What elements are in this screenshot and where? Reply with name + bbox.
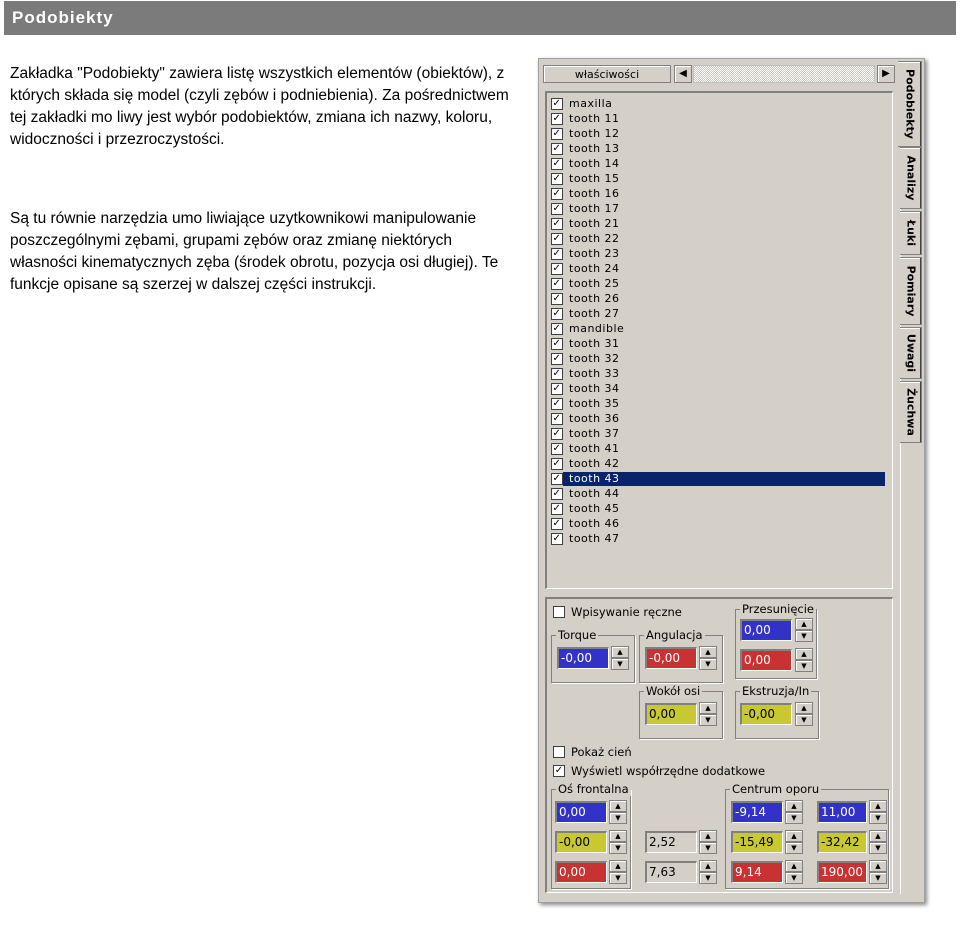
list-item[interactable] [551, 412, 891, 426]
item-checkbox[interactable]: ✓ [552, 143, 562, 154]
item-label: tooth 21 [569, 217, 620, 230]
spin-up-icon[interactable]: ▲ [795, 648, 813, 660]
item-label: tooth 25 [569, 277, 620, 290]
list-item[interactable] [551, 352, 891, 366]
spin-up-icon[interactable]: ▲ [699, 830, 717, 842]
horizontal-scrollbar[interactable] [693, 65, 875, 83]
subobjects-panel [538, 58, 925, 903]
frontal-spin-1[interactable] [609, 800, 627, 824]
list-item[interactable] [551, 382, 891, 396]
item-checkbox[interactable]: ✓ [552, 278, 562, 289]
spin-up-icon[interactable]: ▲ [611, 646, 629, 658]
spin-down-icon[interactable]: ▼ [785, 872, 803, 884]
item-checkbox[interactable]: ✓ [552, 383, 562, 394]
tab-label: Uwagi [904, 333, 917, 373]
center-field-1b[interactable]: 11,00 [817, 801, 867, 823]
item-checkbox[interactable]: ✓ [552, 338, 562, 349]
list-item[interactable] [551, 157, 891, 171]
properties-dropdown[interactable]: właściwości [543, 65, 671, 83]
around-axis-group-title: Wokół osi [646, 684, 701, 698]
tab-label: Podobiekty [903, 69, 916, 139]
list-item[interactable] [551, 232, 891, 246]
list-item[interactable] [551, 397, 891, 411]
list-item[interactable] [551, 217, 891, 231]
center-field-2a[interactable]: -15,49 [731, 831, 783, 853]
show-extra-coords-label: Wyświetl współrzędne dodatkowe [571, 764, 766, 778]
center-spin-2a[interactable] [785, 830, 803, 854]
item-checkbox[interactable]: ✓ [552, 203, 562, 214]
angulation-field[interactable]: -0,00 [645, 647, 697, 669]
frontal-field-2[interactable]: -0,00 [555, 831, 607, 853]
list-item[interactable] [551, 262, 891, 276]
item-checkbox[interactable]: ✓ [552, 413, 562, 424]
list-item[interactable] [551, 442, 891, 456]
item-label: tooth 44 [569, 487, 620, 500]
item-checkbox[interactable]: ✓ [552, 113, 562, 124]
spin-down-icon[interactable]: ▼ [699, 658, 717, 670]
center-spin-1a[interactable] [785, 800, 803, 824]
item-checkbox[interactable]: ✓ [552, 158, 562, 169]
item-checkbox[interactable]: ✓ [552, 503, 562, 514]
spin-down-icon[interactable]: ▼ [795, 660, 813, 672]
item-checkbox[interactable]: ✓ [552, 488, 562, 499]
spin-down-icon[interactable]: ▼ [795, 630, 813, 642]
item-checkbox[interactable]: ✓ [552, 428, 562, 439]
item-label: tooth 11 [569, 112, 620, 125]
scroll-left-button[interactable]: ◀ [674, 65, 692, 83]
item-label: tooth 15 [569, 172, 620, 185]
angulation-spin[interactable] [699, 646, 717, 670]
center-spin-1b[interactable] [869, 800, 887, 824]
spin-down-icon[interactable]: ▼ [699, 872, 717, 884]
list-item[interactable] [551, 247, 891, 261]
show-extra-coords-checkbox[interactable] [553, 764, 765, 778]
item-label: tooth 27 [569, 307, 620, 320]
list-item[interactable] [551, 367, 891, 381]
spin-up-icon[interactable]: ▲ [609, 860, 627, 872]
item-label: maxilla [569, 97, 613, 110]
spin-down-icon[interactable]: ▼ [609, 872, 627, 884]
item-label: tooth 33 [569, 367, 620, 380]
spin-up-icon[interactable]: ▲ [869, 800, 887, 812]
item-checkbox[interactable]: ✓ [552, 398, 562, 409]
item-label: tooth 36 [569, 412, 620, 425]
spin-up-icon[interactable]: ▲ [795, 618, 813, 630]
center-field-2b[interactable]: -32,42 [817, 831, 867, 853]
item-label: tooth 14 [569, 157, 620, 170]
spin-down-icon[interactable]: ▼ [609, 812, 627, 824]
list-item[interactable] [551, 472, 891, 486]
extrusion-group-title: Ekstruzja/In [742, 684, 810, 698]
spin-down-icon[interactable]: ▼ [609, 842, 627, 854]
frontal-mid-spin-3[interactable] [699, 860, 717, 884]
item-checkbox[interactable]: ✓ [552, 323, 562, 334]
item-label: tooth 45 [569, 502, 620, 515]
scroll-right-button[interactable]: ▶ [877, 65, 895, 83]
show-extra-coords-box[interactable]: ✓ [554, 765, 564, 776]
show-shadow-label: Pokaż cień [571, 745, 632, 759]
spin-down-icon[interactable]: ▼ [869, 842, 887, 854]
spin-up-icon[interactable]: ▲ [785, 800, 803, 812]
extrusion-field[interactable]: -0,00 [740, 703, 792, 725]
item-checkbox[interactable]: ✓ [552, 533, 562, 544]
spin-down-icon[interactable]: ▼ [699, 842, 717, 854]
torque-field[interactable]: -0,00 [557, 647, 609, 669]
list-item[interactable] [551, 322, 891, 336]
tab-5[interactable] [900, 381, 922, 443]
item-label: tooth 22 [569, 232, 620, 245]
list-item[interactable] [551, 337, 891, 351]
item-label: tooth 37 [569, 427, 620, 440]
item-label: tooth 26 [569, 292, 620, 305]
list-item[interactable] [551, 277, 891, 291]
item-checkbox[interactable]: ✓ [552, 368, 562, 379]
spin-down-icon[interactable]: ▼ [795, 714, 813, 726]
manual-entry-box[interactable] [553, 606, 565, 618]
tab-label: Pomiary [904, 265, 917, 317]
angulation-group-title: Angulacja [646, 628, 703, 642]
list-item[interactable] [551, 427, 891, 441]
shift-field-1[interactable]: 0,00 [740, 619, 792, 641]
center-spin-3a[interactable] [785, 860, 803, 884]
item-checkbox[interactable]: ✓ [552, 353, 562, 364]
spin-down-icon[interactable]: ▼ [785, 842, 803, 854]
item-checkbox[interactable]: ✓ [552, 128, 562, 139]
item-label: tooth 24 [569, 262, 620, 275]
item-checkbox[interactable]: ✓ [552, 308, 562, 319]
extrusion-spin[interactable] [795, 702, 813, 726]
item-checkbox[interactable]: ✓ [552, 458, 562, 469]
tab-2[interactable] [900, 211, 922, 255]
center-field-3b[interactable]: 190,00 [817, 861, 867, 883]
tools-paragraph: Są tu równie narzędzia umo liwiające uzytkownikowi manipulowanie poszczególnymi zębami, grupami zębów oraz zmianę niektórych własności kinematycznych zęba (środek obrotu, pozycja osi długiej). Te funkcje opisane są szerzej w dalszej części instrukcji. [10, 210, 499, 293]
shift-spin-1[interactable] [795, 618, 813, 642]
item-label: mandible [569, 322, 625, 335]
vertical-tab-bar [900, 59, 924, 902]
item-label: tooth 16 [569, 187, 620, 200]
list-item[interactable] [551, 97, 891, 111]
center-spin-3b[interactable] [869, 860, 887, 884]
torque-spin[interactable] [611, 646, 629, 670]
subobject-list[interactable] [545, 91, 893, 589]
manual-entry-checkbox[interactable] [553, 605, 682, 619]
list-item[interactable] [551, 487, 891, 501]
intro-paragraph: Zakładka "Podobiekty" zawiera listę wszystkich elementów (obiektów), z których składa się model (czyli zębów i podniebienia). Za pośrednictwem tej zakładki mo liwy jest wybór podobiektów, zmiana ich nazwy, koloru, widoczności i przezroczystości. [10, 65, 509, 148]
tab-label: Żuchwa [904, 388, 917, 436]
spin-down-icon[interactable]: ▼ [869, 812, 887, 824]
item-checkbox[interactable]: ✓ [552, 443, 562, 454]
item-label: tooth 17 [569, 202, 620, 215]
item-label: tooth 47 [569, 532, 620, 545]
item-label: tooth 13 [569, 142, 620, 155]
center-spin-2b[interactable] [869, 830, 887, 854]
item-label: tooth 23 [569, 247, 620, 260]
list-item[interactable] [551, 127, 891, 141]
item-checkbox[interactable]: ✓ [552, 473, 562, 484]
list-item[interactable] [551, 292, 891, 306]
section-header: Podobiekty [4, 1, 956, 35]
frontal-mid-field-2[interactable]: 2,52 [645, 831, 697, 853]
item-checkbox[interactable]: ✓ [552, 248, 562, 259]
frontal-field-3[interactable]: 0,00 [555, 861, 607, 883]
list-item[interactable] [551, 457, 891, 471]
show-shadow-checkbox[interactable] [553, 745, 632, 759]
frontal-spin-3[interactable] [609, 860, 627, 884]
item-checkbox[interactable]: ✓ [552, 98, 562, 109]
spin-up-icon[interactable]: ▲ [699, 702, 717, 714]
show-shadow-box[interactable] [553, 746, 565, 758]
spin-up-icon[interactable]: ▲ [869, 860, 887, 872]
list-item[interactable] [551, 532, 891, 546]
center-field-3a[interactable]: 9,14 [731, 861, 783, 883]
item-label: tooth 42 [569, 457, 620, 470]
spin-down-icon[interactable]: ▼ [869, 872, 887, 884]
tab-4[interactable] [900, 327, 922, 379]
manual-entry-label: Wpisywanie ręczne [571, 605, 682, 619]
list-item[interactable] [551, 517, 891, 531]
frontal-mid-field-3[interactable]: 7,63 [645, 861, 697, 883]
item-label: tooth 32 [569, 352, 620, 365]
spin-up-icon[interactable]: ▲ [785, 830, 803, 842]
around-axis-field[interactable]: 0,00 [645, 703, 697, 725]
spin-up-icon[interactable]: ▲ [699, 646, 717, 658]
item-checkbox[interactable]: ✓ [552, 518, 562, 529]
frontal-field-1[interactable]: 0,00 [555, 801, 607, 823]
spin-up-icon[interactable]: ▲ [609, 830, 627, 842]
tab-0[interactable] [898, 61, 922, 147]
transform-controls [545, 597, 893, 893]
item-checkbox[interactable]: ✓ [552, 188, 562, 199]
item-checkbox[interactable]: ✓ [552, 233, 562, 244]
resistance-center-group-title: Centrum oporu [732, 782, 820, 796]
item-label: tooth 31 [569, 337, 620, 350]
item-label: tooth 46 [569, 517, 620, 530]
spin-down-icon[interactable]: ▼ [785, 812, 803, 824]
spin-up-icon[interactable]: ▲ [785, 860, 803, 872]
item-checkbox[interactable]: ✓ [552, 218, 562, 229]
shift-field-2[interactable]: 0,00 [740, 649, 792, 671]
tab-3[interactable] [900, 257, 922, 325]
item-label: tooth 35 [569, 397, 620, 410]
frontal-spin-2[interactable] [609, 830, 627, 854]
list-item[interactable] [551, 172, 891, 186]
list-item[interactable] [551, 502, 891, 516]
tab-label: Łuki [904, 220, 917, 246]
item-label: tooth 12 [569, 127, 620, 140]
spin-down-icon[interactable]: ▼ [611, 658, 629, 670]
frontal-mid-spin-2[interactable] [699, 830, 717, 854]
list-item[interactable] [551, 202, 891, 216]
item-label: tooth 43 [563, 472, 885, 486]
shift-group-title: Przesunięcie [742, 602, 815, 616]
list-item[interactable] [551, 142, 891, 156]
torque-group-title: Torque [558, 628, 597, 642]
spin-up-icon[interactable]: ▲ [795, 702, 813, 714]
item-label: tooth 34 [569, 382, 620, 395]
list-item[interactable] [551, 307, 891, 321]
frontal-axis-group-title: Oś frontalna [558, 782, 629, 796]
around-axis-spin[interactable] [699, 702, 717, 726]
center-field-1a[interactable]: -9,14 [731, 801, 783, 823]
shift-spin-2[interactable] [795, 648, 813, 672]
item-checkbox[interactable]: ✓ [552, 173, 562, 184]
item-checkbox[interactable]: ✓ [552, 263, 562, 274]
spin-up-icon[interactable]: ▲ [609, 800, 627, 812]
spin-up-icon[interactable]: ▲ [699, 860, 717, 872]
list-item[interactable] [551, 187, 891, 201]
tab-1[interactable] [900, 147, 922, 209]
spin-down-icon[interactable]: ▼ [699, 714, 717, 726]
tab-label: Analizy [904, 155, 917, 201]
item-label: tooth 41 [569, 442, 620, 455]
spin-up-icon[interactable]: ▲ [869, 830, 887, 842]
item-checkbox[interactable]: ✓ [552, 293, 562, 304]
list-item[interactable] [551, 112, 891, 126]
